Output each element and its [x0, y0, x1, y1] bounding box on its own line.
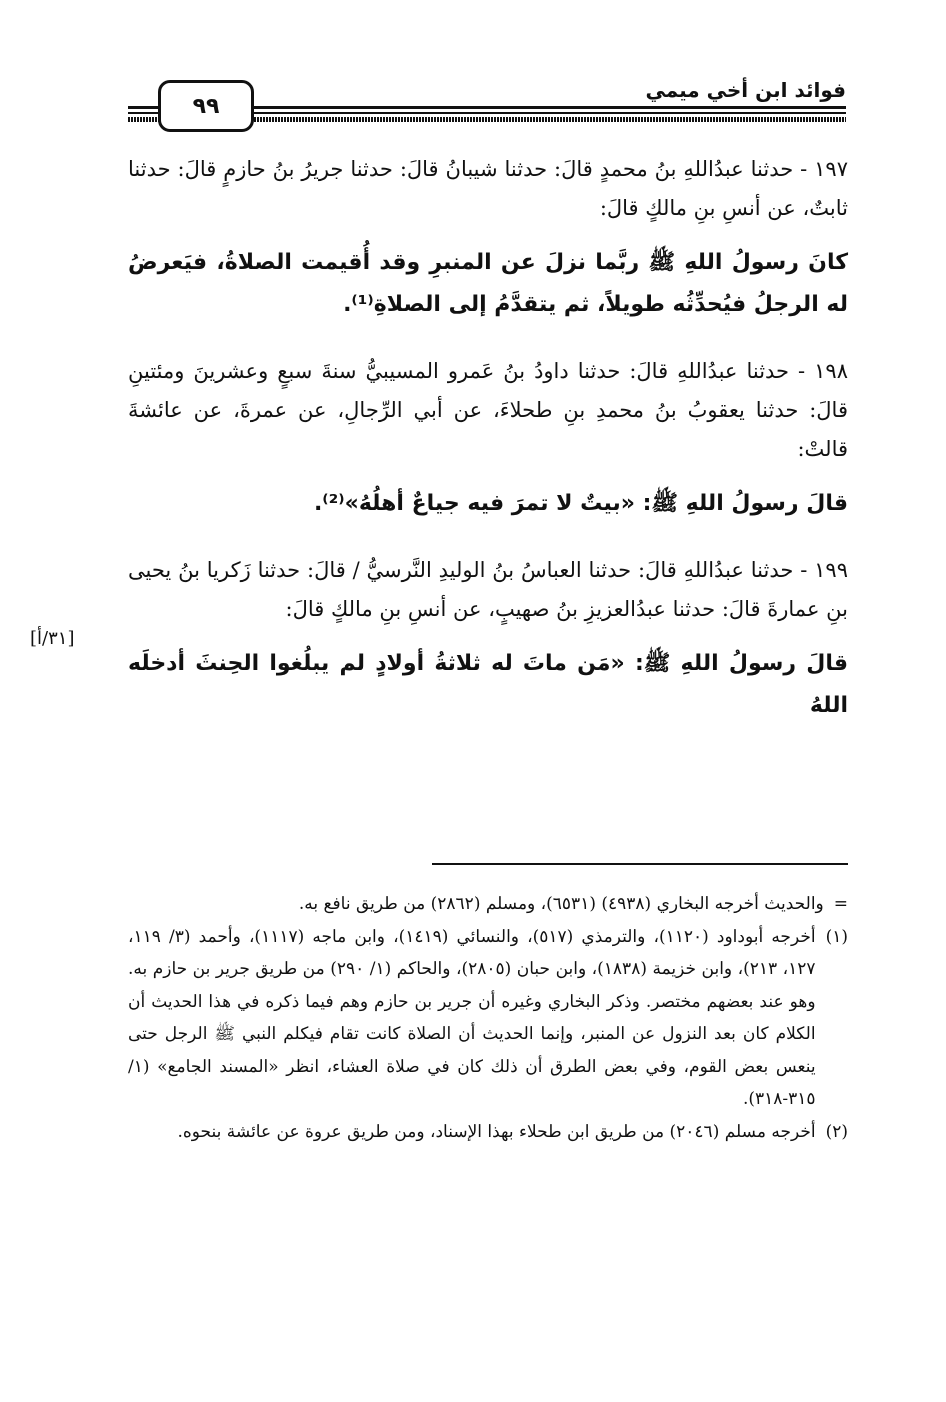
footnote-1: [128, 921, 848, 1116]
hadith-198-matn: قالَ رسولُ اللهِ ﷺ: «بيتٌ لا تمرَ فيه جياعٌ أهلُهُ»⁽²⁾.: [313, 491, 848, 516]
hadith-197-matn: كانَ رسولُ اللهِ ﷺ ربَّما نزلَ عن المنبرِ وقد أُقيمت الصلاةُ، فيَعرضُ له الرجلُ فيُحدِّثُه طويلاً، ثم يتقدَّمُ إلى الصلاةِ⁽¹⁾.: [128, 250, 848, 317]
footnote-text: والحديث أخرجه البخاري (٤٩٣٨) (٦٥٣١)، ومسلم (٢٨٦٢) من طريق نافع به.: [298, 894, 824, 914]
hadith-199-matn: قالَ رسولُ اللهِ ﷺ: «مَن ماتَ له ثلاثةُ أولادٍ لم يبلُغوا الحِنثَ أدخلَه اللهُ: [128, 651, 848, 718]
footnote-mark: (٢): [825, 1121, 848, 1142]
running-title: فوائد ابن أخي ميمي: [645, 78, 846, 102]
footnote-2: [128, 1116, 848, 1149]
footnote-mark: (١): [825, 926, 848, 947]
hadith-197-isnad: ١٩٧ - حدثنا عبدُاللهِ بنُ محمدٍ قالَ: حدثنا شيبانُ قالَ: حدثنا جريرُ بنُ حازمٍ قالَ: حدثنا ثابتٌ، عن أنسِ بنِ مالكٍ قالَ:: [128, 157, 848, 220]
footnote-text: أخرجه مسلم (٢٠٤٦) من طريق ابن طحلاء بهذا الإسناد، ومن طريق عروة عن عائشة بنحوه.: [177, 1121, 816, 1142]
footnote-separator: [432, 863, 848, 865]
hadith-198-isnad: ١٩٨ - حدثنا عبدُاللهِ قالَ: حدثنا داودُ بنُ عَمرو المسيبيُّ سنةَ سبعٍ وعشرينَ ومئتينِ قالَ: حدثنا يعقوبُ بنُ محمدِ بنِ طحلاءَ، عن أبي الرِّجالِ، عن عمرةَ، عن عائشةَ قالتْ:: [128, 359, 848, 461]
page-header: [128, 72, 846, 132]
footnote-continuation: [128, 888, 848, 921]
footnote-text: أخرجه أبوداود (١١٢٠)، والترمذي (٥١٧)، والنسائي (١٤١٩)، وابن ماجه (١١١٧)، وأحمد (٣/ ١١٩، ١٢٧، ٢١٣)، وابن خزيمة (١٨٣٨)، وابن حبان (٢٨٠٥)، والحاكم (١/ ٢٩٠) من طريق جرير بن حازم به. وهو عند بعضهم مختصر. وذكر البخاري وغيره أن جرير بن حازم وهم فيما ذكره في هذا الحديث أن الكلام كان بعد النزول عن المنبر، وإنما الحديث أن الصلاة كانت تقام فيكلم النبي ﷺ الرجل حتى ينعس بعض القوم، وفي بعض الطرق أن ذلك كان في صلاة العشاء، انظر «المسند الجامع» (١/ ٣١٥-٣١٨).: [128, 926, 816, 1109]
footnote-mark: =: [833, 894, 848, 914]
manuscript-folio-ref: [٣١/أ]: [30, 628, 75, 649]
footnotes: [128, 888, 848, 1148]
page-number: ٩٩: [158, 80, 254, 132]
hadith-199-isnad: ١٩٩ - حدثنا عبدُاللهِ قالَ: حدثنا العباسُ بنُ الوليدِ النَّرسيُّ / قالَ: حدثنا زَكريا بنُ يحيى بنِ عمارةَ قالَ: حدثنا عبدُالعزيزِ بنُ صهيبٍ، عن أنسِ بنِ مالكٍ قالَ:: [128, 558, 848, 621]
main-text: [128, 150, 848, 753]
